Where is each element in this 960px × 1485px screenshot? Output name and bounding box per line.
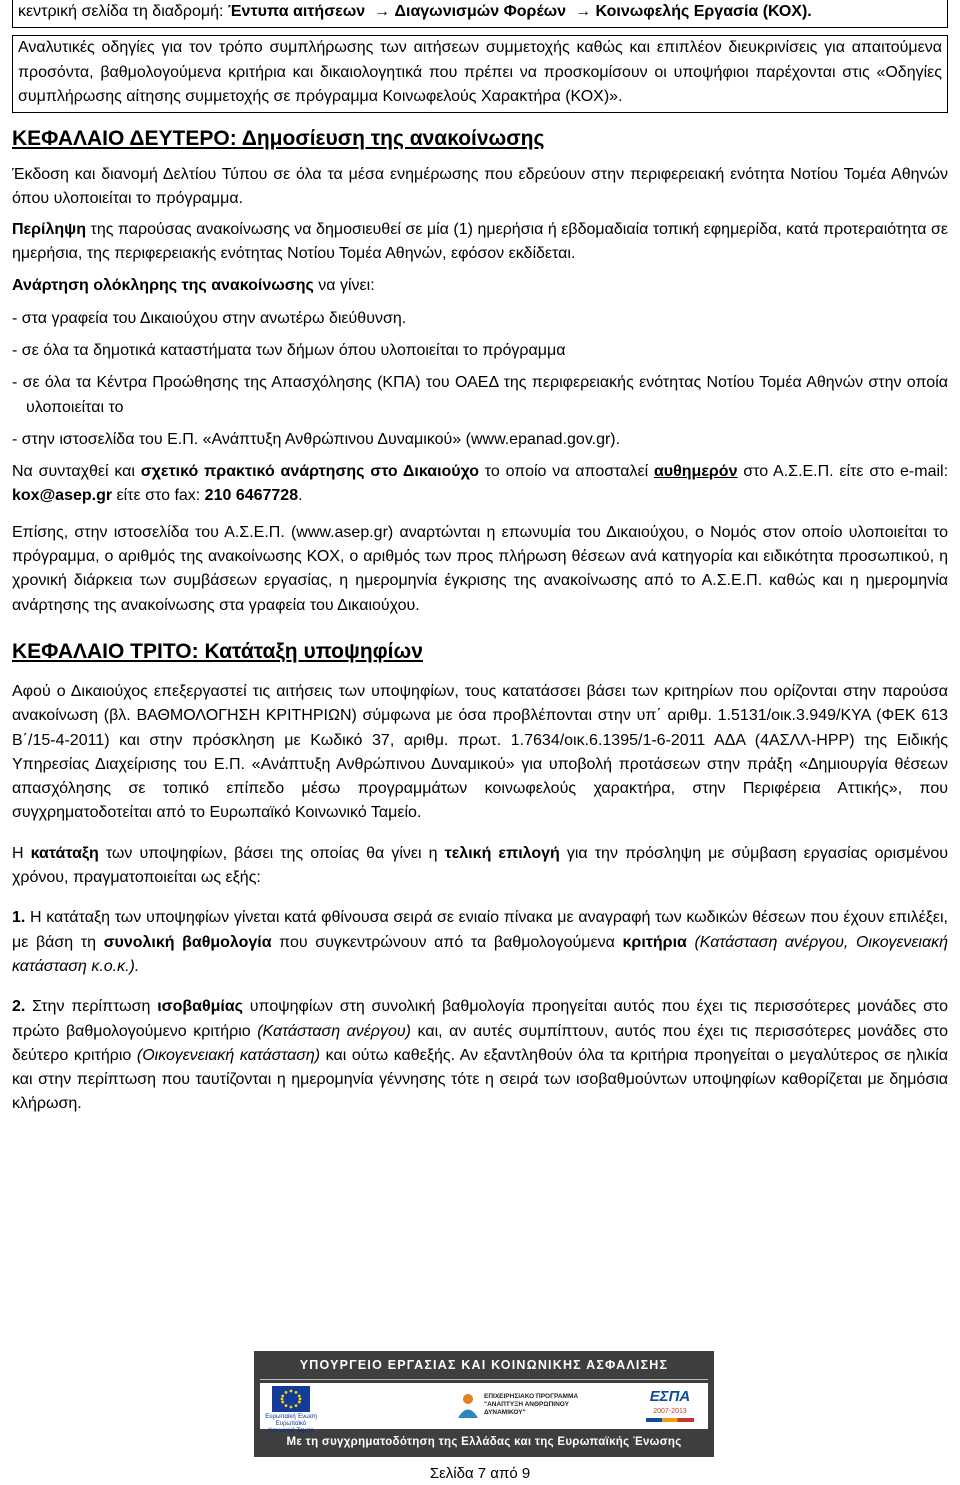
espa-years: 2007-2013 [653,1408,687,1415]
ch2-paragraph-3: Ανάρτηση ολόκληρης της ανακοίνωσης να γίνει: [12,277,375,295]
funding-banner [254,1351,714,1457]
instructions-box [12,35,948,113]
ch2-paragraph-5: Επίσης, στην ιστοσελίδα του Α.Σ.Ε.Π. (www.asep.gr) αναρτώνται η επωνυμία του Δικαιούχου, ο Νομός στον οποίο υλοποιείται το πρόγραμμα, ο αριθμός της ανακοίνωσης ΚΟΧ, ο αριθμός των προς πλήρωση θέσεων ανά κατηγορία και ειδικότητα προσωπικού, η χρονική διάρκεια των συμβάσεων εργασίας, η ημερομηνία έγκρισης της ανακοίνωσης από το Α.Σ.Ε.Π. καθώς και η ημερομηνία ανάρτησης της ανακοίνωσης στα γραφεία του Δικαιούχου. [12,523,948,614]
cofunding-text: Με τη συγχρηματοδότηση της Ελλάδας και της Ευρωπαϊκής Ένωσης [286,1436,682,1448]
espa-logo [638,1386,702,1426]
operational-programme-logo [456,1387,596,1425]
instructions-box-top [12,0,948,28]
breadcrumb-intro: κεντρική σελίδα τη διαδρομή: [18,3,228,20]
ch2-list-item: - σε όλα τα Κέντρα Προώθησης της Απασχόλησης (ΚΠΑ) του ΟΑΕΔ της περιφερειακής ενότητας Νοτίου Τομέα Αθηνών στην οποία υλοποιείται το [12,374,948,416]
ch2-list-item: - σε όλα τα δημοτικά καταστήματα των δήμων όπου υλοποιείται το πρόγραμμα [12,341,566,359]
ch3-paragraph-3: 1. Η κατάταξη των υποψηφίων γίνεται κατά φθίνουσα σειρά σε ενιαίο πίνακα με αναγραφή των κωδικών θέσεων που έχουν επιλέξει, με βάση τη συνολική βαθμολογία που συγκεντρώνουν από τα βαθμολογούμενα κριτήρια (Κατάσταση ανέργου, Οικογενειακή κατάσταση κ.ο.κ.). [12,909,948,975]
breadcrumb-item-2: Διαγωνισμών Φορέων [394,3,567,20]
ch2-paragraph-1: Έκδοση και διανομή Δελτίου Τύπου σε όλα τα μέσα ενημέρωσης που εδρεύουν στην περιφερειακή ενότητα Νοτίου Τομέα Αθηνών όπου υλοποιείται το πρόγραμμα. [12,166,948,208]
ch2-paragraph-4: Να συνταχθεί και σχετικό πρακτικό ανάρτησης στο Δικαιούχο το οποίο να αποσταλεί αυθημερόν στο Α.Σ.Ε.Π. είτε στο e-mail: kox@asep.gr είτε στο fax: 210 6467728. [12,463,949,505]
ch3-paragraph-4: 2. Στην περίπτωση ισοβαθμίας υποψηφίων στη συνολική βαθμολογία προηγείται αυτός που έχει τις περισσότερες μονάδες στο πρώτο βαθμολογούμενο κριτήριο (Κατάσταση ανέργου) και, αν αυτές συμπίπτουν, αυτός που έχει τις περισσότερες μονάδες στο δεύτερο κριτήριο (Οικογενειακή κατάσταση) και ούτω καθεξής. Αν εξαντληθούν όλα τα κριτήρια προηγείται ο μεγαλύτερος σε ηλικία και στην περίπτωση που ταυτίζονται η ημερομηνία γέννησης τότε η σειρά των ισοβαθμούντων υποψηφίων καθορίζεται με δημόσια κλήρωση. [12,998,949,1113]
espa-stripe-icon [646,1418,694,1422]
ch3-paragraph-2: Η κατάταξη των υποψηφίων, βάσει της οποίας θα γίνει η τελική επιλογή για την πρόσληψη με σύμβαση εργασίας ορισμένου χρόνου, πραγματοποιείται ως εξής: [12,844,949,887]
page-number: Σελίδα 7 από 9 [429,1465,531,1482]
ch2-list-item: - στην ιστοσελίδα του Ε.Π. «Ανάπτυξη Ανθρώπινου Δυναμικού» (www.epanad.gov.gr). [12,430,621,448]
eu-flag-icon [272,1386,310,1412]
ministry-title: ΥΠΟΥΡΓΕΙΟ ΕΡΓΑΣΙΑΣ ΚΑΙ ΚΟΙΝΩΝΙΚΗΣ ΑΣΦΑΛΙΣΗΣ [299,1358,669,1372]
eu-logo [264,1386,318,1434]
logos-strip [260,1383,708,1434]
instructions-text: Αναλυτικές οδηγίες για τον τρόπο συμπλήρωσης των αιτήσεων συμμετοχής καθώς και επιπλέον διευκρινίσεις για απαιτούμενα προσόντα, βαθμολογούμενα κριτήρια και δικαιολογητικά που πρέπει να προσκομίσουν οι υποψήφιοι παρέχονται στις «Οδηγίες συμπλήρωσης αίτησης συμμετοχής σε πρόγραμμα Κοινωφελούς Χαρακτήρα (ΚΟΧ)». [18,39,942,105]
chapter-two-heading: ΚΕΦΑΛΑΙΟ ΔΕΥΤΕΡΟ: Δημοσίευση της ανακοίνωσης [12,127,545,151]
banner-divider [260,1379,708,1380]
op-mark-icon [456,1393,480,1419]
breadcrumb-item-3: Κοινωφελής Εργασία (ΚΟΧ). [595,3,812,20]
breadcrumb-paragraph [18,0,942,24]
eu-logo-text: Ευρωπαϊκή Ένωση Ευρωπαϊκό Κοινωνικό Ταμείο [265,1414,317,1434]
arrow-right-icon: → [374,3,391,20]
op-logo-text: ΕΠΙΧΕΙΡΗΣΙΑΚΟ ΠΡΟΓΡΑΜΜΑ "ΑΝΑΠΤΥΞΗ ΑΝΘΡΩΠΙΝΟΥ ΔΥΝΑΜΙΚΟΥ" [484,1393,579,1416]
arrow-right-icon: → [574,3,591,20]
chapter-three-heading: ΚΕΦΑΛΑΙΟ ΤΡΙΤΟ: Κατάταξη υποψηφίων [12,639,423,663]
ch3-paragraph-1: Αφού ο Δικαιούχος επεξεργαστεί τις αιτήσεις των υποψηφίων, τους κατατάσσει βάσει των κριτηρίων που ορίζονται στην παρούσα ανακοίνωση (βλ. ΒΑΘΜΟΛΟΓΗΣΗ ΚΡΙΤΗΡΙΩΝ) σύμφωνα με όσα προβλέπονται στην υπ΄ αριθμ. 1.5131/οικ.3.949/ΚΥΑ (ΦΕΚ 613 Β΄/15-4-2011) και στην πρόσκληση με Κωδικό 37, αριθμ. πρωτ. 1.7634/οικ.6.1395/1-6-2011 ΑΔΑ (4ΑΣΛΛ-ΗΡΡ) της Ειδικής Υπηρεσίας Διαχείρισης του Ε.Π. «Ανάπτυξη Ανθρώπινου Δυναμικού» για υποβολή προτάσεων στην πράξη «Δημιουργία θέσεων απασχόλησης σε τοπικό επίπεδο μέσω προγραμμάτων κοινωφελούς χαρακτήρα, στην Περιφέρεια Αττικής», που συγχρηματοδοτείται από το Ευρωπαϊκό Κοινωνικό Ταμείο. [12,682,948,822]
ch2-paragraph-2: Περίληψη της παρούσας ανακοίνωσης να δημοσιευθεί σε μία (1) ημερήσια ή εβδομαδιαία τοπική εφημερίδα, κατά προτεραιότητα σε ημερήσια, της περιφερειακής ενότητας Νοτίου Τομέα Αθηνών, εφόσον εκδίδεται. [12,220,948,263]
document-body [12,0,948,1117]
ch2-list-item: - στα γραφεία του Δικαιούχου στην ανωτέρω διεύθυνση. [12,309,407,327]
espa-name: ΕΣΠΑ [649,1388,691,1405]
breadcrumb-item-1: Έντυπα αιτήσεων [227,3,366,20]
